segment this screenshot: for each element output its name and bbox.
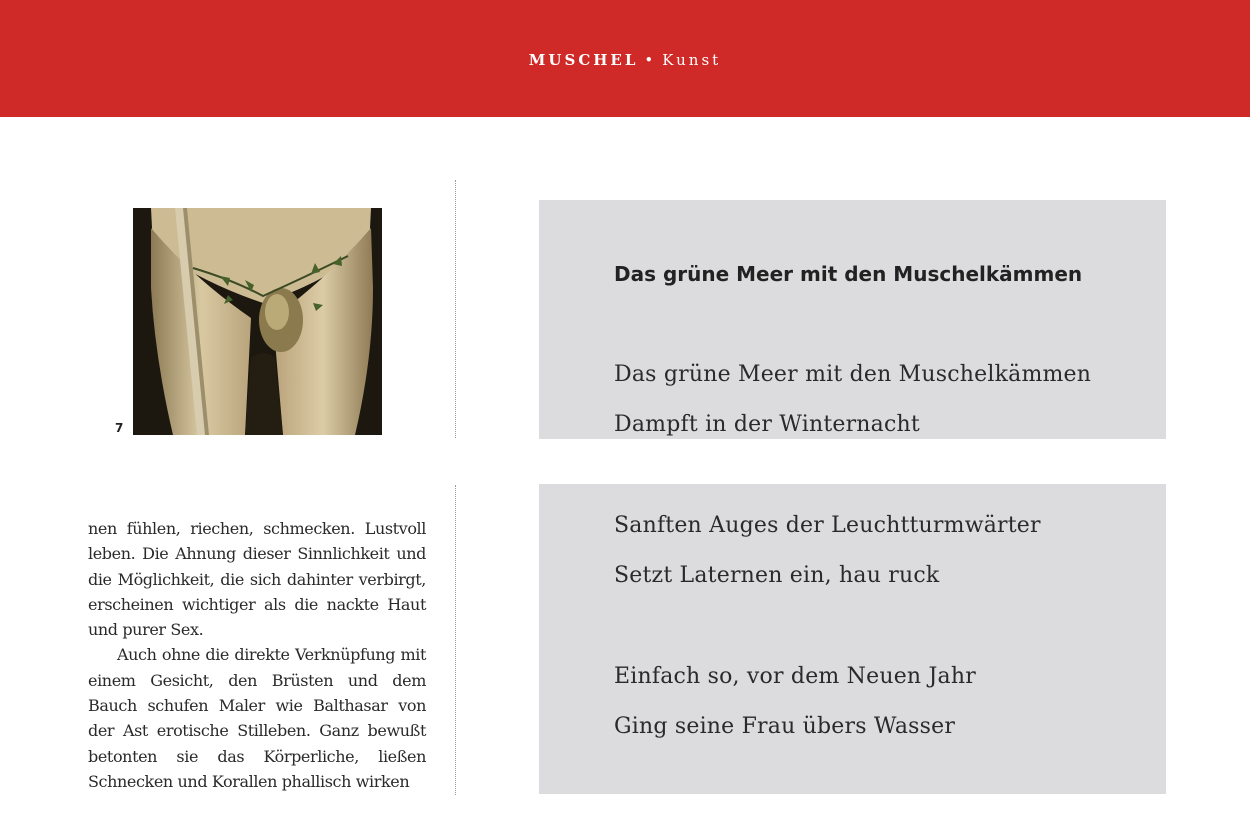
poem-title: Das grüne Meer mit den Muschelkämmen — [614, 262, 1083, 286]
poem-box-top — [539, 200, 1166, 439]
separator-dot: • — [644, 51, 657, 69]
column-divider-bottom — [455, 485, 456, 795]
poem-line: Sanften Auges der Leuchtturmwärter — [614, 513, 1041, 538]
subsection-label: Kunst — [662, 51, 722, 69]
poem-line: Ging seine Frau übers Wasser — [614, 714, 956, 739]
artwork-image — [133, 208, 382, 435]
poem-line: Dampft in der Winternacht — [614, 412, 920, 437]
column-divider-top — [455, 180, 456, 438]
paragraph: Auch ohne die direkte Verknüpfung mit einem Gesicht, den Brüsten und dem Bauch schufen Maler wie Balthasar von der Ast erotische Stilleben. Ganz bewußt betonten sie das Körperliche, ließen Schnecken und Korallen phallisch wirken — [88, 645, 426, 791]
poem-line: Einfach so, vor dem Neuen Jahr — [614, 664, 976, 689]
figure-number: 7 — [115, 421, 124, 435]
section-label: MUSCHEL — [528, 51, 639, 69]
poem-box-bottom — [539, 484, 1166, 794]
article-body — [88, 516, 426, 794]
poem-line: Das grüne Meer mit den Muschelkämmen — [614, 362, 1092, 387]
page-header — [0, 0, 1250, 117]
poem-line: Setzt Laternen ein, hau ruck — [614, 563, 940, 588]
artwork-painting — [133, 208, 382, 435]
paragraph: nen fühlen, riechen, schmecken. Lustvoll leben. Die Ahnung dieser Sinnlichkeit und die Möglichkeit, die sich dahinter verbirgt, erscheinen wichtiger als die nackte Haut und purer Sex. — [88, 519, 426, 640]
running-head — [0, 51, 1250, 69]
